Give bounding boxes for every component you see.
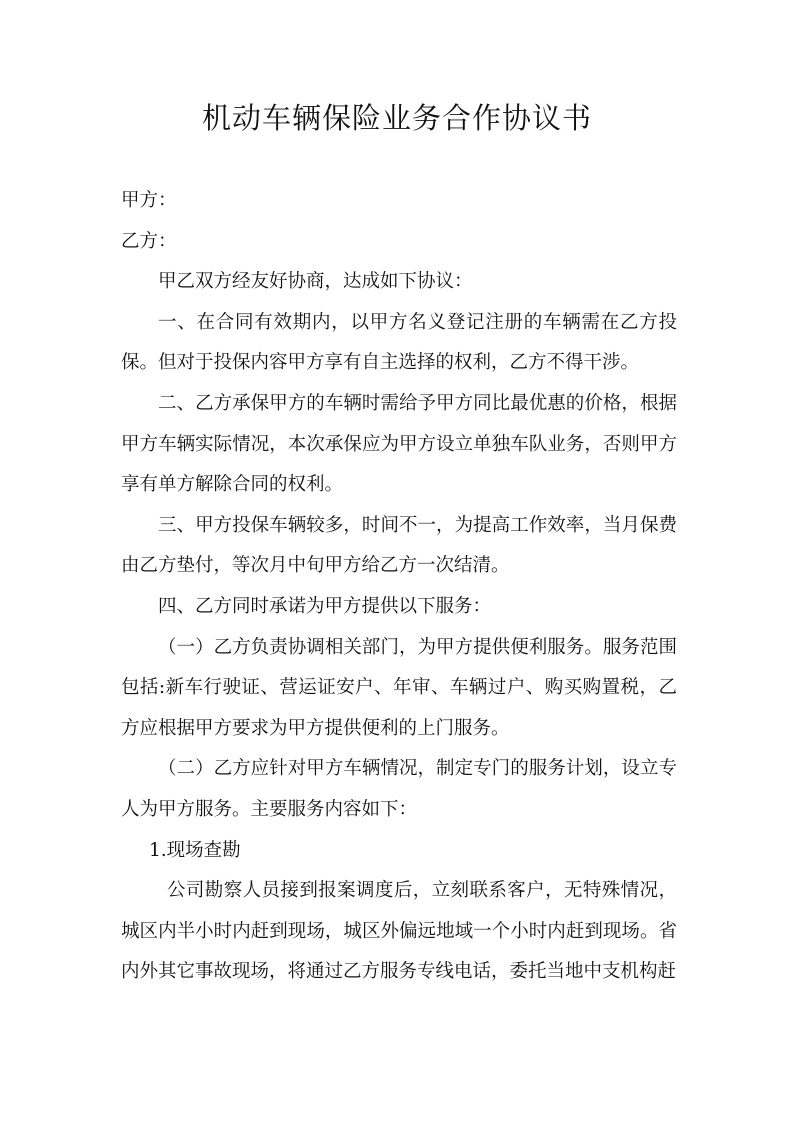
party-b-line: 乙方： (121, 230, 177, 252)
party-a-line: 甲方： (121, 190, 177, 211)
intro-paragraph: 甲乙双方经友好协商，达成如下协议： (158, 271, 473, 293)
item-1-paragraph: 公司勘察人员接到报案调度后，立刻联系客户，无特殊情况，城区内半小时内赶到现场，城区外偏远地域一个小时内赶到现场。省内外其它事故现场，将通过乙方服务专线电话，委托当地中支机构赶 (121, 880, 677, 983)
service-1-paragraph: （一）乙方负责协调相关部门，为甲方提供便利服务。服务范围包括:新车行驶证、营运证安户、年审、车辆过户、购买购置税，乙方应根据甲方要求为甲方提供便利的上门服务。 (121, 636, 677, 739)
document-title: 机动车辆保险业务合作协议书 (201, 101, 592, 135)
clause-4-paragraph: 四、乙方同时承诺为甲方提供以下服务： (158, 595, 492, 617)
clause-2-paragraph: 二、乙方承保甲方的车辆时需给予甲方同比最优惠的价格，根据甲方车辆实际情况，本次承保应为甲方设立单独车队业务，否则甲方享有单方解除合同的权利。 (121, 392, 677, 496)
document-body (121, 181, 677, 993)
clause-1-paragraph: 一、在合同有效期内，以甲方名义登记注册的车辆需在乙方投保。但对于投保内容甲方享有自主选择的权利，乙方不得干涉。 (121, 311, 677, 374)
service-2-paragraph: （二）乙方应针对甲方车辆情况，制定专门的服务计划，设立专人为甲方服务。主要服务内容如下： (121, 758, 677, 820)
clause-3-paragraph: 三、甲方投保车辆较多，时间不一，为提高工作效率，当月保费由乙方垫付，等次月中旬甲方给乙方一次结清。 (121, 514, 677, 577)
item-1-heading: 1.现场查勘 (149, 839, 241, 861)
